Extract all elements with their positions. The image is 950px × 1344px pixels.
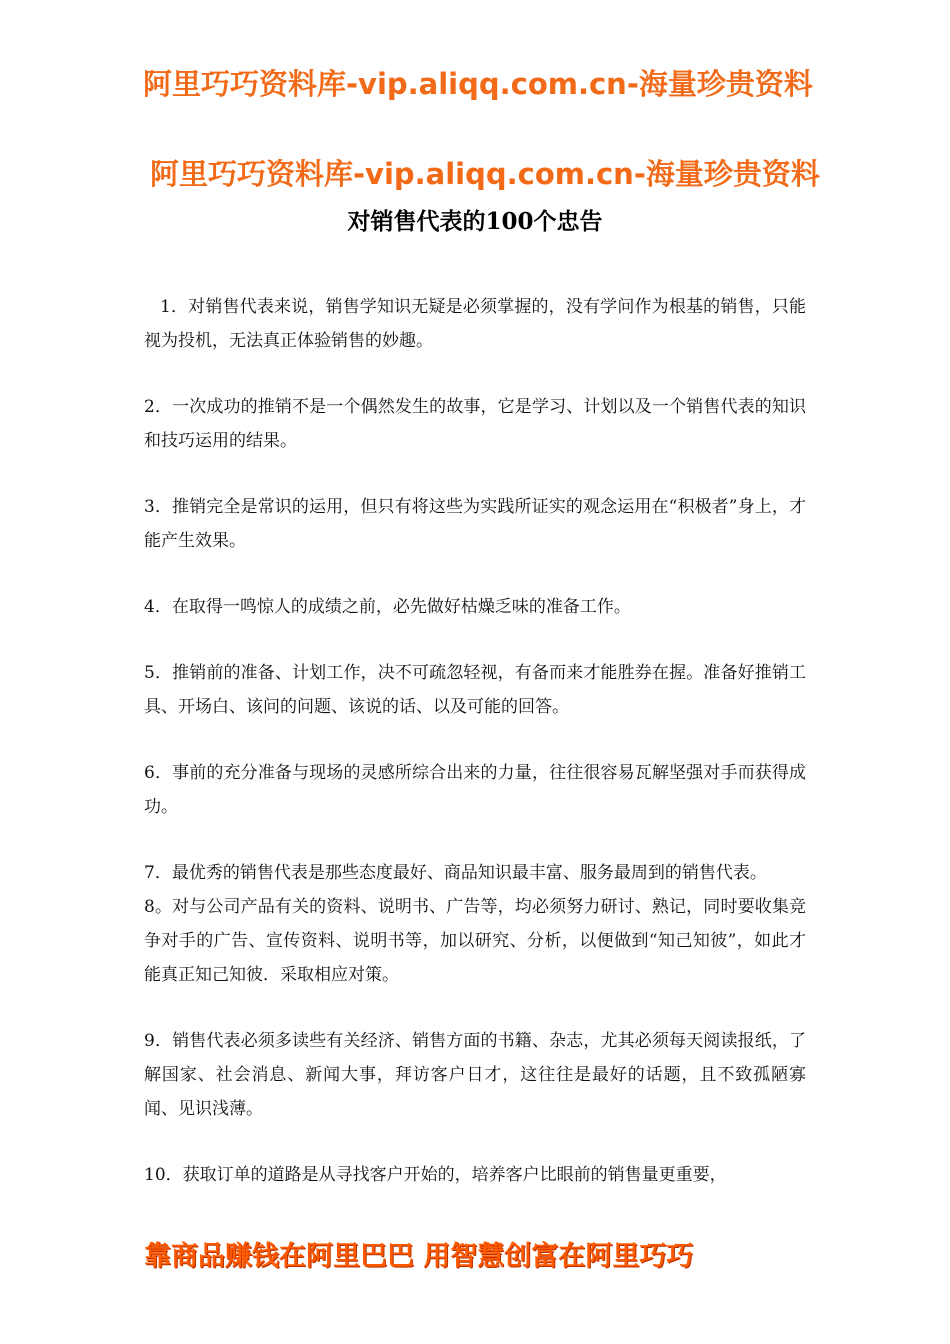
paragraph-3: 3．推销完全是常识的运用，但只有将这些为实践所证实的观念运用在“积极者”身上，才能产生效果。 bbox=[144, 497, 806, 551]
paragraph-2: 2．一次成功的推销不是一个偶然发生的故事，它是学习、计划以及一个销售代表的知识和技巧运用的结果。 bbox=[144, 397, 806, 451]
paragraph-9: 9．销售代表必须多读些有关经济、销售方面的书籍、杂志，尤其必须每天阅读报纸，了解国家、社会消息、新闻大事，拜访客户日才，这往往是最好的话题，且不致孤陋寡闻、见识浅薄。 bbox=[144, 1031, 806, 1119]
footer-banner: 靠商品赚钱在阿里巴巴 用智慧创富在阿里巧巧 bbox=[144, 1241, 694, 1272]
paragraph-8: 8。对与公司产品有关的资料、说明书、广告等，均必须努力研讨、熟记，同时要收集竞争对手的广告、宣传资料、说明书等，加以研究、分析，以便做到“知己知彼”，如此才能真正知己知彼．采取相应对策。 bbox=[144, 897, 806, 985]
paragraph-4: 4．在取得一鸣惊人的成绩之前，必先做好枯燥乏味的准备工作。 bbox=[144, 597, 631, 617]
header-banner-second: 阿里巧巧资料库-vip.aliqq.com.cn-海量珍贵资料 bbox=[150, 157, 820, 191]
paragraph-10: 10．获取订单的道路是从寻找客户开始的，培养客户比眼前的销售量更重要， bbox=[144, 1165, 727, 1185]
paragraph-5: 5．推销前的准备、计划工作，决不可疏忽轻视，有备而来才能胜券在握。准备好推销工具、开场白、该问的问题、该说的话、以及可能的回答。 bbox=[144, 663, 806, 717]
paragraph-1: 1．对销售代表来说，销售学知识无疑是必须掌握的，没有学问作为根基的销售，只能视为投机，无法真正体验销售的妙趣。 bbox=[144, 297, 806, 351]
paragraph-7: 7．最优秀的销售代表是那些态度最好、商品知识最丰富、服务最周到的销售代表。 bbox=[144, 863, 767, 883]
header-banner-top: 阿里巧巧资料库-vip.aliqq.com.cn-海量珍贵资料 bbox=[143, 67, 813, 101]
document-body bbox=[144, 290, 806, 1192]
document-title: 对销售代表的100个忠告 bbox=[347, 208, 603, 235]
paragraph-6: 6．事前的充分准备与现场的灵感所综合出来的力量，往往很容易瓦解坚强对手而获得成功。 bbox=[144, 763, 806, 817]
